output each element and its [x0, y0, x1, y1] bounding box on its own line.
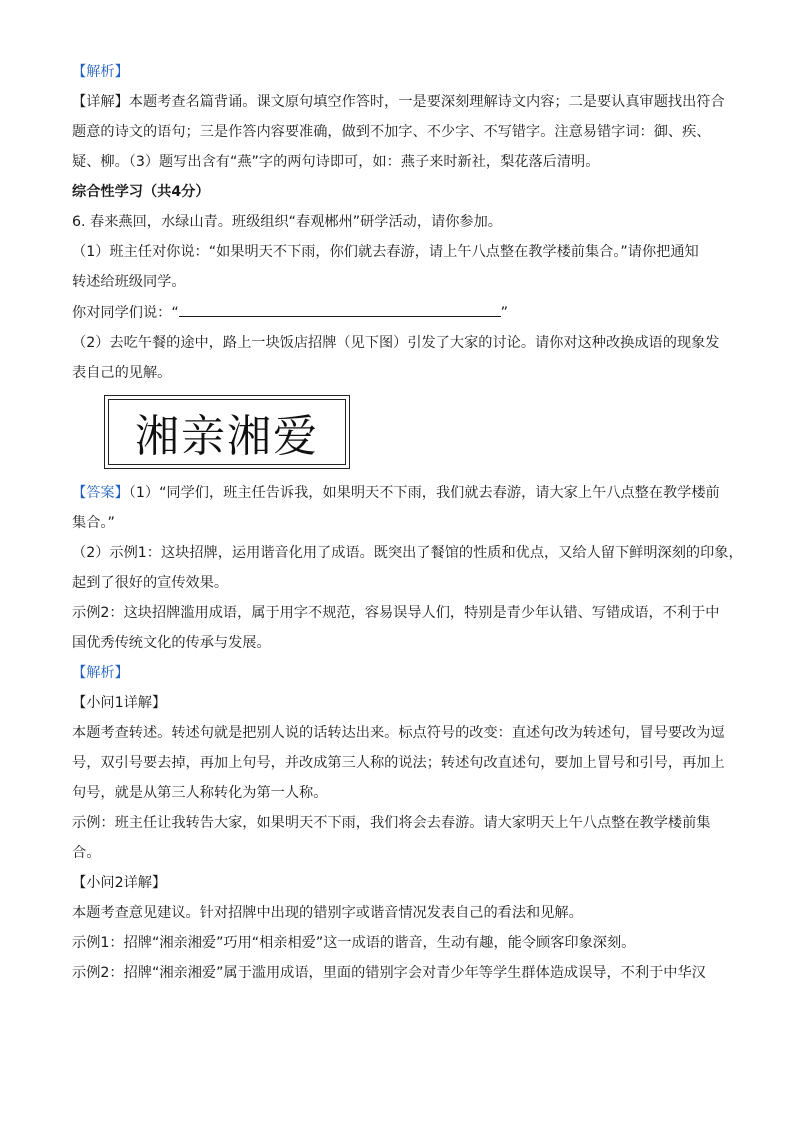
- analysis-heading: 【解析】: [72, 665, 129, 681]
- paragraph-line: 【详解】本题考查名篇背诵。课文原句填空作答时，一是要深刻理解诗文内容；二是要认真审题找出符合: [72, 94, 725, 110]
- paragraph-line: 转述给班级同学。: [72, 274, 186, 290]
- paragraph-line: 示例2：招牌“湘亲湘爱”属于滥用成语，里面的错别字会对青少年等学生群体造成误导，不利于中华汉: [72, 965, 706, 981]
- subquestion-2: （2）去吃午餐的途中，路上一块饭店招牌（见下图）引发了大家的讨论。请你对这种改换成语的现象发: [72, 335, 720, 351]
- paragraph-line: 示例1：招牌“湘亲湘爱”巧用“相亲相爱”这一成语的谐音，生动有趣，能令顾客印象深刻。: [72, 935, 636, 951]
- answer-blank: [179, 302, 501, 317]
- sub-detail-heading: 【小问1详解】: [72, 695, 167, 711]
- paragraph-line: 示例2：这块招牌滥用成语，属于用字不规范，容易误导人们，特别是青少年认错、写错成语，不利于中: [72, 605, 720, 621]
- paragraph-line: 本题考查意见建议。针对招牌中出现的错别字或谐音情况发表自己的看法和见解。: [72, 905, 583, 921]
- paragraph-line: （2）示例1：这块招牌，运用谐音化用了成语。既突出了餐馆的性质和优点，又给人留下鲜明深刻的印象，: [72, 545, 743, 561]
- paragraph-line: 起到了很好的宣传效果。: [72, 575, 229, 591]
- paragraph-line: 合。: [72, 845, 101, 861]
- analysis-heading: 【解析】: [72, 64, 129, 80]
- answer-blank-line: [72, 302, 732, 323]
- document-page: [72, 62, 743, 993]
- restaurant-sign-image: [104, 395, 350, 469]
- paragraph-line: 疑、柳。（3）题写出含有“燕”字的两句诗即可，如：燕子来时新社，梨花落后清明。: [72, 154, 600, 170]
- answer-close-quote: ”: [500, 305, 509, 321]
- paragraph-line: 句号，就是从第三人称转化为第一人称。: [72, 785, 328, 801]
- answer-line: [72, 483, 732, 503]
- paragraph-line: 号，双引号要去掉，再加上句号，并改成第三人称的说法；转述句改直述句，要加上冒号和引号，再加上: [72, 755, 725, 771]
- sign-text: 湘亲湘爱: [108, 399, 346, 465]
- section-title: 综合性学习（共4分）: [72, 184, 210, 200]
- sub-detail-heading: 【小问2详解】: [72, 875, 167, 891]
- paragraph-line: 集合。”: [72, 515, 115, 531]
- paragraph-line: 示例：班主任让我转告大家，如果明天不下雨，我们将会去春游。请大家明天上午八点整在教学楼前集: [72, 815, 711, 831]
- subquestion-1: （1）班主任对你说：“如果明天不下雨，你们就去春游，请上午八点整在教学楼前集合。”请你把通知: [72, 244, 699, 260]
- paragraph-line: 题意的诗文的语句；三是作答内容要准确，做到不加字、不少字、不写错字。注意易错字词：御、疾、: [72, 124, 711, 140]
- paragraph-line: 表自己的见解。: [72, 365, 172, 381]
- answer-tag: 【答案】: [72, 485, 129, 501]
- paragraph-line: 本题考查转述。转述句就是把别人说的话转达出来。标点符号的改变：直述句改为转述句，冒号要改为逗: [72, 725, 725, 741]
- question-stem: 6. 春来燕回，水绿山青。班级组织“春观郴州”研学活动，请你参加。: [72, 214, 502, 230]
- answer-prompt: 你对同学们说：“: [72, 305, 179, 321]
- answer-text: （1）“同学们，班主任告诉我，如果明天不下雨，我们就去春游，请大家上午八点整在教学楼前: [128, 485, 720, 501]
- paragraph-line: 国优秀传统文化的传承与发展。: [72, 635, 271, 651]
